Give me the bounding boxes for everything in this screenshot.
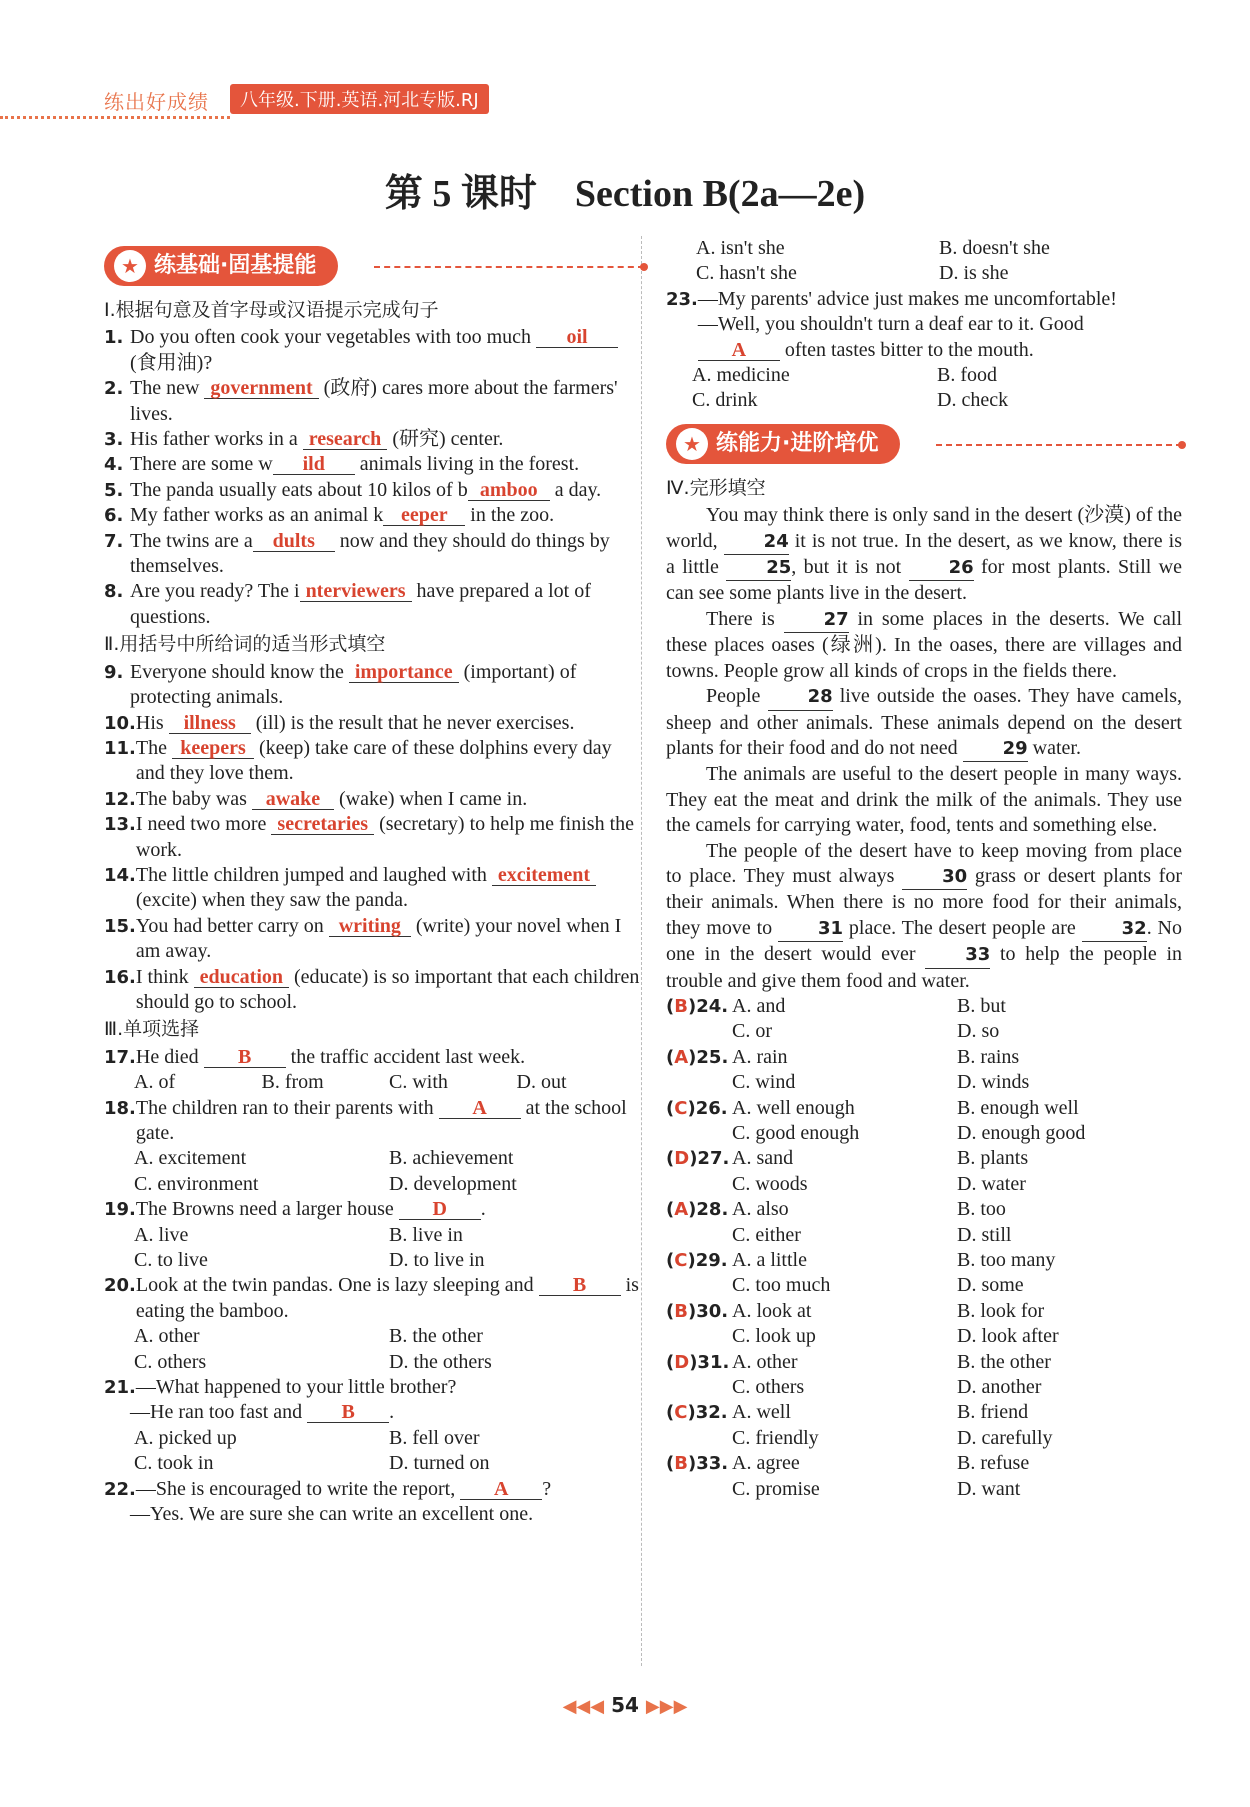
choice-row: (D)31. A. other B. the other C. others D. another — [666, 1350, 1051, 1399]
question: 20. Look at the twin pandas. One is lazy sleeping and B is eating the bamboo. — [104, 1274, 639, 1322]
question: 6. My father works as an animal k eeper in the zoo. — [104, 504, 555, 527]
options: A. other B. the other C. others D. the others — [134, 1325, 492, 1373]
section-heading: Ⅳ.完形填空 — [666, 476, 766, 499]
question: 16. I think education (educate) is so important that each children should go to school. — [104, 965, 640, 1013]
question: 10. His illness (ill) is the result that he never exercises. — [104, 711, 575, 734]
answer-blank[interactable]: A — [460, 1479, 542, 1500]
cloze-paragraph: There is 27 in some places in the deserts. We call these places oases (绿洲). In the oases, there are villages and towns. People grow all kinds of crops in the fields there. — [666, 607, 1183, 682]
question: 17. He died B the traffic accident last week. — [104, 1045, 526, 1068]
answer-blank[interactable]: D — [399, 1199, 481, 1220]
choice-row: (B)33. A. agree B. refuse C. promise D. want — [666, 1452, 1030, 1500]
question: 21. —What happened to your little brother? — [104, 1376, 457, 1399]
answer-blank[interactable]: illness — [169, 713, 251, 734]
question: 18. The children ran to their parents with A at the school gate. — [104, 1096, 627, 1144]
cloze-blank[interactable]: 27 — [784, 607, 849, 633]
right-column — [666, 236, 1182, 1502]
book-tag: 八年级.下册.英语.河北专版.RJ — [230, 84, 489, 114]
question: 2. The new government (政府) cares more about the farmers' lives. — [104, 377, 618, 425]
cloze-paragraph: You may think there is only sand in the desert (沙漠) of the world, 24 it is not true. In the desert, as we know, there is a little 25, but it is not 26 for most plants. Still we can see some plants live in the desert. — [666, 504, 1183, 605]
answer-blank[interactable]: B — [204, 1047, 286, 1068]
question: 12. The baby was awake (wake) when I came in. — [104, 787, 528, 810]
page-footer — [0, 1693, 1250, 1717]
question: 7. The twins are a dults now and they should do things by themselves. — [104, 529, 610, 578]
choice-row: (A)25. A. rain B. rains C. wind D. winds — [666, 1045, 1030, 1094]
cloze-paragraph: People 28 live outside the oases. They have camels, sheep and other animals. These animals depend on the desert plants for their food and do not need 29 water. — [666, 684, 1182, 762]
cloze-blank[interactable]: 26 — [909, 555, 974, 581]
question: 14. The little children jumped and laughed with excitement (excite) when they saw the panda. — [104, 863, 644, 914]
question: 5. The panda usually eats about 10 kilos of b amboo a day. — [104, 478, 602, 501]
question: 23. —My parents' advice just makes me uncomfortable! —Well, you shouldn't turn a deaf ear to it. Good A often tastes bitter to the mouth. — [666, 287, 1117, 361]
banner-basic: ★ 练基础·固基提能 — [104, 244, 644, 288]
options: A. isn't she B. doesn't she C. hasn't she D. is she — [696, 237, 1050, 285]
answer-blank[interactable]: writing — [329, 916, 411, 937]
choice-row: (C)26. A. well enough B. enough well C. good enough D. enough good — [666, 1096, 1086, 1144]
answer-blank[interactable]: eeper — [383, 505, 465, 526]
options: A. medicine B. food C. drink D. check — [692, 364, 1009, 412]
cloze-blank[interactable]: 25 — [726, 555, 791, 581]
runner-icon: ★ — [676, 428, 708, 460]
cloze-paragraph: The people of the desert have to keep moving from place to place. They must always 30 grass or desert plants for their animals. When there is no more food for their animals, they move to 31 place. The desert people are 32. No one in the desert would ever 33 to help the people in trouble and give them food and water. — [666, 839, 1183, 992]
options: A. live B. live in C. to live D. to live in — [134, 1223, 485, 1272]
banner-advanced: ★ 练能力·进阶培优 — [666, 422, 1182, 466]
answer-blank[interactable]: awake — [252, 789, 334, 810]
prev-arrows-icon[interactable]: ◀◀◀ — [562, 1696, 605, 1717]
page-header — [0, 80, 1250, 120]
question: 13. I need two more secretaries (secretary) to help me finish the work. — [104, 813, 634, 861]
choice-row: (C)32. A. well B. friend C. friendly D. carefully — [666, 1401, 1053, 1449]
answer-blank[interactable]: dults — [253, 531, 335, 552]
section-heading: Ⅱ.用括号中所给词的适当形式填空 — [104, 633, 386, 656]
question: 22. —She is encouraged to write the report, A ? — [104, 1477, 552, 1500]
question: 19. The Browns need a larger house D . — [104, 1198, 486, 1221]
options: A. excitement B. achievement C. environment D. development — [134, 1147, 517, 1195]
answer-blank[interactable]: B — [307, 1402, 389, 1423]
answer-blank[interactable]: government — [204, 378, 318, 399]
question: 15. You had better carry on writing (write) your novel when I am away. — [104, 914, 622, 963]
choice-row: (B)24. A. and B. but C. or D. so — [666, 994, 1006, 1043]
answer-blank[interactable]: oil — [536, 327, 618, 348]
runner-icon: ★ — [114, 250, 146, 282]
cloze-choices — [666, 994, 1182, 1502]
choice-row: (D)27. A. sand B. plants C. woods D. water — [666, 1147, 1029, 1195]
answer-blank[interactable]: A — [698, 340, 780, 361]
cloze-blank[interactable]: 28 — [768, 684, 833, 710]
page-title: 第 5 课时 Section B(2a—2e) — [384, 173, 866, 215]
header-dots — [0, 116, 230, 119]
cloze-blank[interactable]: 30 — [902, 864, 967, 890]
answer-blank[interactable]: B — [539, 1275, 621, 1296]
brand-name: 练出好成绩 — [104, 90, 209, 114]
left-column: ★ 练基础·固基提能 Ⅰ.根据句意及首字母或汉语提示完成句子 1. Do you often cook your vegetables with too much oil(食用油)? 2. The new government (政府) cares more about the farmers' lives. 3. His father works in a research (研究) center. 4. There are some w ild animals living in the forest. 5. The panda usually eats about 10 kilos of b amboo a day. 6. My father works as an animal k eeper in the zoo. 7. The twins are a dults now and they should do things by themselves. 8. Are you ready? The i nterviewers have prepared a lot of questions. Ⅱ.用括号中所给词的适当形式填空 9. Everyone should know the importance (important) of protecting animals. 10. His illness (ill) is the result that he never exercises. 11. The keepers (keep) take care of these dolphins every day and they love them. 12. The baby was awake (wake) when I came in. 13. I need two more secretaries (secretary) to help me finish the work. 14. The little children jumped and laughed with excitement (excite) when they saw the panda. 15. You had better carry on writing (write) your novel when I am away. 16. I think education (educate) is so important that each children should go to school. Ⅲ.单项选择 17. He died B the traffic accident last week. A. of B. from C. with D. out 18. The children ran to their parents with A at the school gate. A. excitement B. achievement C. environment D. development 19. The Browns need a larger house D . A. live B. live in C. to live D. to live in 20. Look at the twin pandas. One is lazy sleeping and B is eating the bamboo. A. other B. the other C. others D. the others 21. —What happened to your little brother? —He ran too fast and B . A. picked up B. fell over C. took in D. turned on 22. —She is encouraged to write the report, A ? —Yes. We are sure she can write an excellent one. — [104, 236, 644, 1528]
answer-blank[interactable]: excitement — [492, 865, 596, 886]
cloze-blank[interactable]: 29 — [963, 736, 1028, 762]
options: A. of B. from C. with D. out — [134, 1071, 567, 1094]
answer-blank[interactable]: keepers — [172, 738, 254, 759]
question: 8. Are you ready? The i nterviewers have prepared a lot of questions. — [104, 580, 591, 628]
answer-blank[interactable]: nterviewers — [300, 581, 412, 602]
answer-blank[interactable]: amboo — [468, 480, 550, 501]
section-heading: Ⅲ.单项选择 — [104, 1018, 200, 1041]
choice-row: (A)28. A. also B. too C. either D. still — [666, 1198, 1012, 1246]
next-arrows-icon[interactable]: ▶▶▶ — [645, 1696, 688, 1717]
cloze-blank[interactable]: 32 — [1082, 916, 1147, 942]
choice-row: (C)29. A. a little B. too many C. too much D. some — [666, 1249, 1056, 1297]
answer-blank[interactable]: research — [303, 429, 388, 450]
options: A. picked up B. fell over C. took in D. turned on — [134, 1426, 490, 1475]
answer-blank[interactable]: ild — [273, 454, 355, 475]
answer-blank[interactable]: education — [194, 967, 289, 988]
answer-blank[interactable]: importance — [349, 662, 459, 683]
section-heading: Ⅰ.根据句意及首字母或汉语提示完成句子 — [104, 299, 439, 321]
choice-row: (B)30. A. look at B. look for C. look up D. look after — [666, 1299, 1059, 1348]
answer-blank[interactable]: A — [439, 1098, 521, 1119]
page-number: 54 — [611, 1693, 639, 1717]
cloze-blank[interactable]: 24 — [724, 529, 789, 555]
question: 3. His father works in a research (研究) center. — [104, 428, 504, 451]
cloze-blank[interactable]: 31 — [778, 916, 843, 942]
cloze-blank[interactable]: 33 — [925, 942, 990, 968]
answer-blank[interactable]: secretaries — [271, 814, 374, 835]
cloze-paragraph: The animals are useful to the desert people in many ways. They eat the meat and drink the milk of the animals. They use the camels for carrying water, food, tents and something else. — [666, 763, 1182, 837]
question: 4. There are some w ild animals living in the forest. — [104, 453, 580, 476]
question: 9. Everyone should know the importance (important) of protecting animals. — [104, 660, 577, 709]
question: 1. Do you often cook your vegetables with too much oil(食用油)? — [104, 325, 644, 376]
question: 11. The keepers (keep) take care of these dolphins every day and they love them. — [104, 736, 612, 785]
